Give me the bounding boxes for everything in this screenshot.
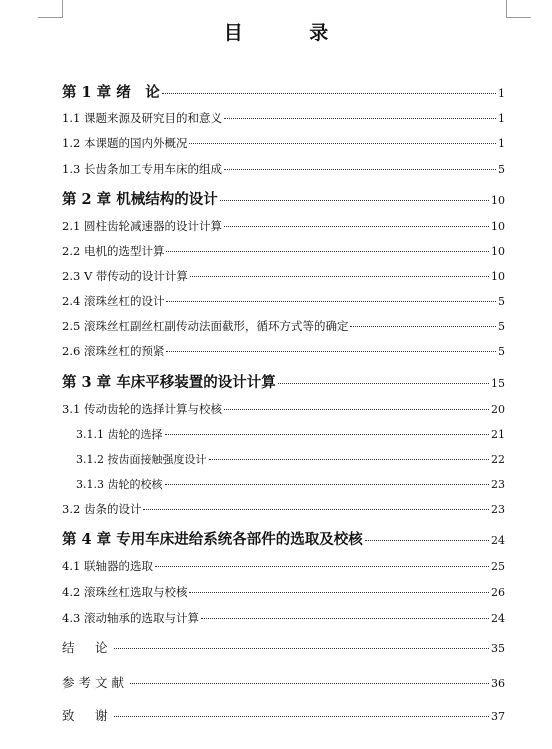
- toc-entry-page: 10: [491, 194, 505, 207]
- toc-leader: [165, 434, 490, 435]
- toc-entry-label: 第 2 章 机械结构的设计: [62, 191, 218, 208]
- toc-entry[interactable]: [62, 528, 505, 549]
- toc-entry-page: 5: [498, 320, 505, 333]
- toc-entry-page: 35: [491, 642, 505, 655]
- toc-entry[interactable]: [62, 371, 505, 392]
- toc-entry-page: 10: [491, 270, 505, 283]
- toc-entry-label: 2.2 电机的选型计算: [62, 244, 165, 258]
- toc-entry-page: 23: [491, 503, 505, 516]
- toc-entry[interactable]: [62, 501, 505, 517]
- toc-entry-label: 1.1 课题来源及研究目的和意义: [62, 111, 222, 125]
- toc-entry-label: 4.2 滚珠丝杠选取与校核: [62, 585, 188, 599]
- toc-entry-page: 15: [491, 377, 505, 390]
- toc-entry-page: 5: [498, 345, 505, 358]
- toc-entry-label: 4.1 联轴器的选取: [62, 559, 153, 573]
- toc-leader: [190, 276, 489, 277]
- toc-entry-page: 24: [491, 534, 505, 547]
- toc-entry-page: 26: [491, 586, 505, 599]
- toc-entry-page: 10: [491, 245, 505, 258]
- toc-entry[interactable]: [62, 81, 505, 102]
- toc-entry-page: 1: [498, 112, 505, 125]
- toc-leader: [224, 226, 489, 227]
- toc-leader: [209, 459, 490, 460]
- toc-entry[interactable]: [62, 638, 505, 656]
- toc-entry-page: 5: [498, 295, 505, 308]
- toc-entry-label: 2.3 V 带传动的设计计算: [62, 269, 188, 283]
- toc-entry-label: 1.2 本课题的国内外概况: [62, 136, 188, 150]
- toc-entry-label: 2.5 滚珠丝杠副丝杠副传动法面截形，循环方式等的确定: [62, 319, 349, 333]
- toc-entry[interactable]: [62, 161, 505, 177]
- toc-entry-label: 3.1 传动齿轮的选择计算与校核: [62, 402, 222, 416]
- toc-entry-label: 3.1.2 按齿面接触强度设计: [76, 453, 207, 466]
- toc-entry[interactable]: [62, 293, 505, 309]
- toc-entry-page: 22: [491, 453, 505, 466]
- toc-entry[interactable]: [62, 706, 505, 724]
- toc-leader: [114, 648, 489, 649]
- toc-entry-label: 3.1.3 齿轮的校核: [76, 478, 163, 491]
- toc-entry[interactable]: [62, 401, 505, 417]
- toc-entry[interactable]: [62, 610, 505, 626]
- toc-entry-label: 第 1 章 绪 论: [62, 84, 160, 101]
- toc-entry[interactable]: [62, 558, 505, 574]
- toc-entry[interactable]: [62, 318, 505, 334]
- toc-leader: [220, 200, 489, 201]
- toc-entry-label: 3.1.1 齿轮的选择: [76, 428, 163, 441]
- toc-entry[interactable]: [62, 110, 505, 126]
- toc-entry-label: 第 4 章 专用车床进给系统各部件的选取及校核: [62, 531, 363, 548]
- toc-entry-page: 1: [498, 137, 505, 150]
- toc-leader: [165, 484, 490, 485]
- toc-entry-label: 第 3 章 车床平移装置的设计计算: [62, 374, 276, 391]
- toc-leader: [224, 118, 496, 119]
- toc-leader: [155, 566, 489, 567]
- crop-mark-top-left-vertical: [62, 0, 63, 18]
- toc-entry-label: 3.2 齿条的设计: [62, 502, 142, 516]
- page-title: 目 录: [223, 22, 359, 44]
- toc-entry-page: 5: [498, 163, 505, 176]
- toc-entry-page: 25: [491, 560, 505, 573]
- toc-leader: [201, 618, 489, 619]
- toc-leader: [166, 301, 496, 302]
- toc-entry-page: 1: [498, 87, 505, 100]
- toc-entry[interactable]: [62, 188, 505, 209]
- toc-entry[interactable]: [62, 268, 505, 284]
- toc-entry[interactable]: [62, 243, 505, 259]
- toc-entry[interactable]: [76, 426, 505, 442]
- toc-entry-page: 37: [491, 710, 505, 723]
- toc-entry[interactable]: [76, 476, 505, 492]
- toc-leader: [166, 351, 496, 352]
- toc-entry-label: 参考文献: [62, 675, 129, 690]
- toc-leader: [143, 509, 489, 510]
- toc-entry[interactable]: [62, 343, 505, 359]
- toc-leader: [162, 93, 496, 94]
- toc-leader: [189, 592, 489, 593]
- toc-leader: [114, 716, 489, 717]
- toc-entry-page: 21: [491, 428, 505, 441]
- toc-entry[interactable]: [62, 218, 505, 234]
- toc-entry-page: 36: [491, 677, 505, 690]
- toc-entry-label: 2.1 圆柱齿轮减速器的设计计算: [62, 219, 222, 233]
- toc-entry-label: 4.3 滚动轴承的选取与计算: [62, 611, 199, 625]
- toc-leader: [224, 169, 496, 170]
- toc-leader: [365, 540, 489, 541]
- toc-entry-label: 2.6 滚珠丝杠的预紧: [62, 344, 165, 358]
- toc-entry-label: 2.4 滚珠丝杠的设计: [62, 294, 165, 308]
- toc-entry-page: 24: [491, 612, 505, 625]
- toc-leader: [278, 383, 489, 384]
- toc-entry[interactable]: [62, 673, 505, 691]
- toc-entry[interactable]: [62, 584, 505, 600]
- toc-leader: [224, 409, 489, 410]
- toc-entry[interactable]: [62, 135, 505, 151]
- toc-entry-page: 23: [491, 478, 505, 491]
- toc-leader: [166, 251, 489, 252]
- toc-entry[interactable]: [76, 451, 505, 467]
- toc-entry-page: 10: [491, 220, 505, 233]
- toc-leader: [350, 326, 496, 327]
- toc-entry-label: 致 谢: [62, 708, 112, 723]
- toc-leader: [189, 143, 496, 144]
- toc-leader: [130, 683, 489, 684]
- toc-entry-page: 20: [491, 403, 505, 416]
- toc-entry-label: 1.3 长齿条加工专用车床的组成: [62, 162, 222, 176]
- crop-mark-top-right-vertical: [506, 0, 507, 18]
- toc-entry-label: 结 论: [62, 640, 112, 655]
